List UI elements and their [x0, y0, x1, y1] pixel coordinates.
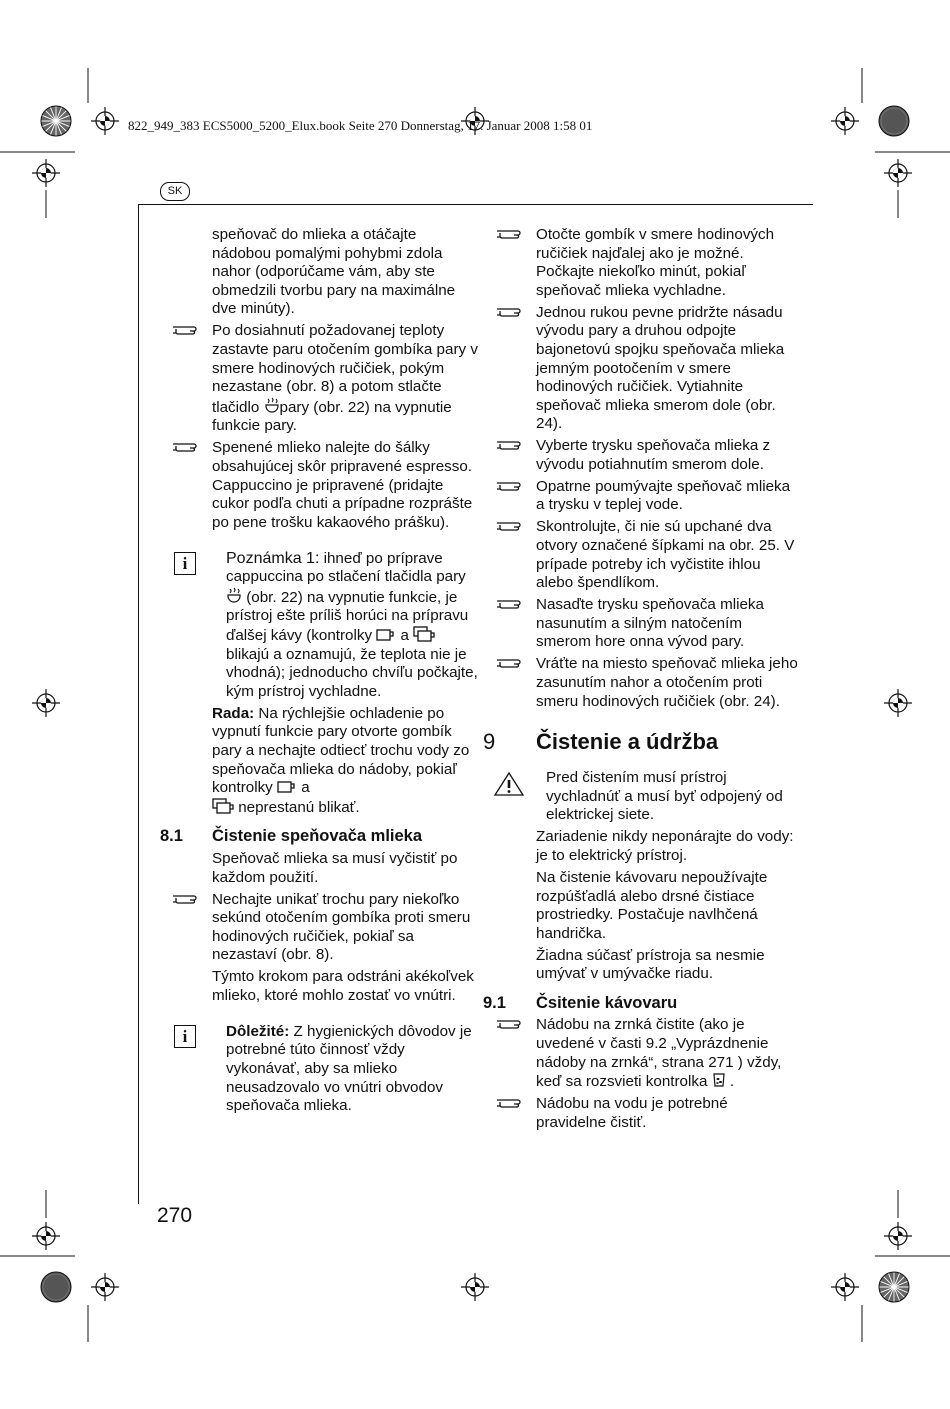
- section-heading: 9.1 Čsitenie kávovaru: [483, 993, 678, 1012]
- print-slug: 822_949_383 ECS5000_5200_Elux.book Seite 270 Donnerstag, 17. Januar 2008 1:58 01: [128, 118, 593, 133]
- pointing-hand-icon: [496, 1018, 524, 1030]
- paragraph: Zariadenie nikdy neponárajte do vody: je to elektrický prístroj.: [536, 828, 794, 864]
- paragraph: Žiadna súčasť prístroja sa nesmie umývať v umývačke riadu.: [536, 946, 765, 983]
- left-column: [160, 226, 478, 1119]
- pointing-hand-icon: [496, 439, 524, 451]
- bean-container-icon: [712, 1072, 726, 1088]
- two-cups-lamp-icon: [413, 626, 435, 642]
- note-item: i Dôležité: Z hygienických dôvodov je potrebné túto činnosť vždy vykonávať, aby sa mlieko neusadzovalo vo vnútri obvodov speňovača mlieka.: [160, 1023, 478, 1116]
- paragraph: Speňovač mlieka sa musí vyčistiť po každom použití.: [212, 849, 458, 886]
- paragraph: Na čistenie kávovaru nepoužívajte rozpúšťadlá alebo drsné čistiace prostriedky. Postačuje navlhčená handrička.: [536, 868, 768, 942]
- info-icon: i: [174, 552, 196, 575]
- step-item: Vráťte na miesto speňovač mlieka jeho zasunutím nahor a otočením proti smeru hodinových ručičiek (obr. 24).: [483, 655, 801, 711]
- step-item: Po dosiahnutí požadovanej teploty zastavte paru otočením gombíka pary v smere hodinových ručičiek, pokým nezastane (obr. 8) a potom stlačte tlačidlo pary (obr. 22) na vypnutie funkcie pary.: [160, 322, 478, 436]
- pointing-hand-icon: [496, 480, 524, 492]
- step-item: Jednou rukou pevne pridržte násadu vývodu pary a druhou odpojte bajonetovú spojku speňovača mlieka jemným pootočením v smere hodinových ručičiek. Vytiahnite speňovač mlieka smerom dole (obr. 24).: [483, 304, 801, 434]
- pointing-hand-icon: [496, 306, 524, 318]
- pointing-hand-icon: [496, 598, 524, 610]
- step-item: Spenené mlieko nalejte do šálky obsahujúcej skôr pripravené espresso. Cappuccino je pripravené (pridajte cukor podľa chuti a prípadne rozprášte po pene trošku kakaového prášku).: [160, 439, 478, 532]
- step-item: Skontrolujte, či nie sú upchané dva otvory označené šípkami na obr. 25. V prípade potreby ich vyčistite ihlou alebo špendlíkom.: [483, 518, 801, 592]
- warning-icon: [493, 771, 525, 797]
- steam-button-icon: [226, 587, 242, 604]
- header-rule: [138, 204, 813, 205]
- pointing-hand-icon: [172, 441, 200, 453]
- step-item: Nasaďte trysku speňovača mlieka nasunutím a silným natočením smerom hore onna vývod pary.: [483, 596, 801, 652]
- pointing-hand-icon: [496, 657, 524, 669]
- right-column: [483, 226, 801, 1136]
- page-number: 270: [157, 1204, 193, 1227]
- tip-item: Rada: Na rýchlejšie ochladenie po vypnutí funkcie pary otvorte gombík pary a nechajte odtiecť trochu vody zo speňovača mlieka do nádoby, pokiaľ kontrolky a neprestanú blikať.: [212, 704, 470, 816]
- chapter-heading: 9 Čistenie a údržba: [483, 729, 719, 755]
- step-item: Vyberte trysku speňovača mlieka z vývodu potiahnutím smerom dole.: [483, 437, 801, 474]
- paragraph: speňovač do mlieka a otáčajte nádobou pomalými pohybmi zdola nahor (odporúčame vám, aby ste obmedzili tvorbu pary na maximálne dve minúty).: [212, 226, 456, 318]
- pointing-hand-icon: [496, 520, 524, 532]
- pointing-hand-icon: [496, 228, 524, 240]
- section-heading: 8.1 Čistenie speňovača mlieka: [160, 827, 423, 846]
- warning-item: Pred čistením musí prístroj vychladnúť a musí byť odpojený od elektrickej siete.: [483, 769, 801, 825]
- pointing-hand-icon: [496, 1097, 524, 1109]
- two-cups-lamp-icon: [212, 798, 234, 814]
- step-item: Nechajte unikať trochu pary niekoľko sekúnd otočením gombíka proti smeru hodinových ručičiek, pokiaľ sa nezastaví (obr. 8).: [160, 891, 478, 965]
- margin-rule: [138, 204, 139, 1204]
- step-item: Nádobu na vodu je potrebné pravidelne čistiť.: [483, 1095, 801, 1132]
- step-item: Opatrne poumývajte speňovač mlieka a trysku v teplej vode.: [483, 478, 801, 515]
- cup-lamp-icon: [277, 780, 297, 794]
- cup-lamp-icon: [376, 628, 396, 642]
- pointing-hand-icon: [172, 893, 200, 905]
- note-item: i Poznámka 1: ihneď po príprave cappuccina po stlačení tlačidla pary (obr. 22) na vypnutie funkcie, je prístroj ešte príliš horúci na prípravu ďalšej kávy (kontrolky a blikajú a oznamujú, že teplota nie je vhodná); jednoducho chvíľu počkajte, kým prístroj vychladne.: [160, 550, 478, 702]
- language-badge: SK: [160, 182, 190, 201]
- steam-button-icon: [264, 397, 280, 414]
- paragraph: Týmto krokom para odstráni akékoľvek mlieko, ktoré mohlo zostať vo vnútri.: [212, 968, 474, 1004]
- step-item: Otočte gombík v smere hodinových ručičiek najďalej ako je možné. Počkajte niekoľko minút, pokiaľ speňovač mlieka vychladne.: [483, 226, 801, 300]
- pointing-hand-icon: [172, 324, 200, 336]
- info-icon: i: [174, 1025, 196, 1048]
- step-item: Nádobu na zrnká čistite (ako je uvedené v časti 9.2 „Vyprázdnenie nádoby na zrnká“, strana 271 ) vždy, keď sa rozsvieti kontrolka .: [483, 1016, 801, 1091]
